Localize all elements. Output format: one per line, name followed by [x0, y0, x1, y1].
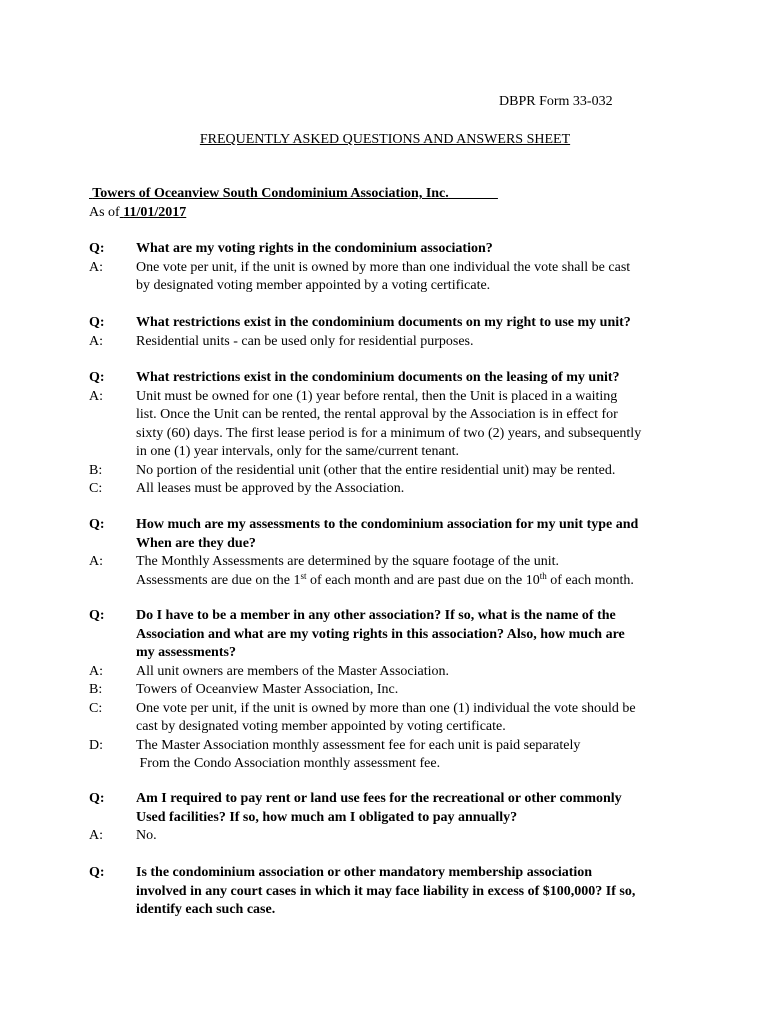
answer: C: One vote per unit, if the unit is owned by more than one (1) individual the vote should be cast by designated voting member appointed by voting certificate.: [89, 700, 636, 734]
answer: A: Unit must be owned for one (1) year before rental, then the Unit is placed in a waiting list. Once the Unit can be rented, the rental approval by the Association is in effect for sixty (60) days. The first lease period is for a minimum of two (2) years, and subsequently in one (1) year intervals, only for the same/current tenant.: [89, 388, 642, 459]
as-of-line: As of 11/01/2017: [89, 205, 187, 220]
sheet-title: FREQUENTLY ASKED QUESTIONS AND ANSWERS SHEET: [199, 132, 571, 147]
question: Q: How much are my assessments to the condominium association for my unit type and When are they due?: [89, 517, 639, 551]
form-number: DBPR Form 33-032: [499, 94, 613, 109]
faq-item-court-cases: [89, 864, 689, 920]
question: Q: Do I have to be a member in any other association? If so, what is the name of the Association and what are my voting rights in this association? Also, how much are my assessments?: [89, 608, 625, 660]
question: Q: What restrictions exist in the condominium documents on my right to use my unit?: [89, 315, 631, 330]
faq-item-leasing: [89, 369, 689, 499]
answer: A: Residential units - can be used only for residential purposes.: [89, 333, 474, 349]
answer: C: All leases must be approved by the Association.: [89, 481, 405, 496]
answer: B: Towers of Oceanview Master Association, Inc.: [89, 682, 399, 697]
faq-item-other-association: [89, 607, 689, 774]
answer: D: The Master Association monthly assessment fee for each unit is paid separately From the Condo Association monthly assessment fee.: [89, 737, 581, 771]
answer: A: All unit owners are members of the Master Association.: [89, 663, 449, 679]
faq-item-assessments: [89, 516, 689, 590]
association-name: Towers of Oceanview South Condominium Association, Inc._______: [92, 186, 498, 201]
as-of-date: 11/01/2017: [123, 205, 187, 220]
answer: B: No portion of the residential unit (other that the entire residential unit) may be rented.: [89, 462, 616, 478]
question: Q: What restrictions exist in the condominium documents on the leasing of my unit?: [89, 370, 620, 385]
question: Q: What are my voting rights in the condominium association?: [89, 241, 493, 256]
answer: A: No.: [89, 828, 157, 843]
answer: A: The Monthly Assessments are determined by the square footage of the unit. Assessments are due on the 1st of each month and are past due on the 10th of each month.: [89, 554, 634, 588]
question: Q: Is the condominium association or other mandatory membership association involved in any court cases in which it may face liability in excess of $100,000? If so, identify each such case.: [89, 865, 636, 917]
faq-item-voting-rights: [89, 240, 689, 296]
faq-item-unit-use: [89, 314, 689, 351]
faq-item-rent-fees: [89, 790, 689, 846]
answer: A: One vote per unit, if the unit is owned by more than one individual the vote shall be cast by designated voting member appointed by a voting certificate.: [89, 259, 631, 293]
question: Q: Am I required to pay rent or land use fees for the recreational or other commonly Used facilities? If so, how much am I obligated to pay annually?: [89, 791, 622, 825]
